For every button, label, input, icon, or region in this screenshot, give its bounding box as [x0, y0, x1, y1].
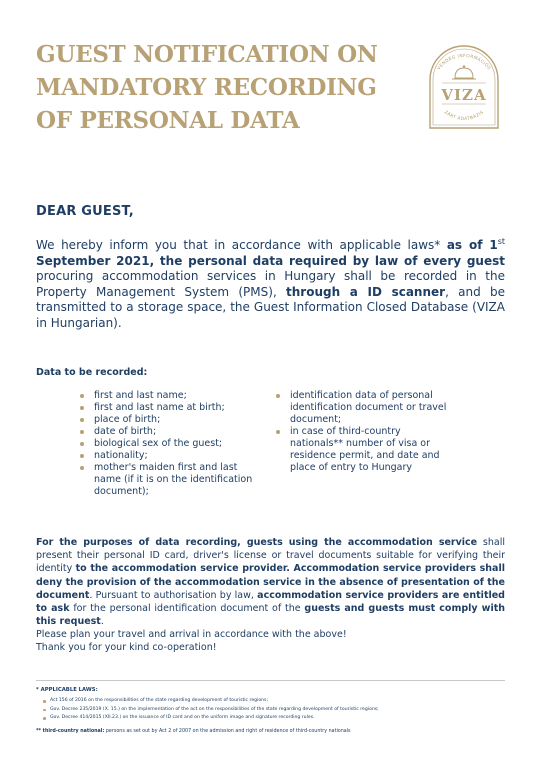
- purposes-bold: to the accommodation service provider. Accommodation service providers shall deny the provision of the accommodation service in the absence of presentation of the document: [36, 563, 505, 601]
- bullet-icon: [80, 442, 84, 446]
- bell-icon: [452, 65, 476, 79]
- ordinal-suffix: st: [497, 237, 505, 246]
- seal-arc-top: VENDÉG INFORMÁCIÓS: [436, 53, 492, 72]
- intro-text: procuring accommodation services in Hungary shall be recorded in the Property Management System (PMS),: [36, 269, 505, 299]
- purposes-bold: For the purposes of data recording, guests using the accommodation service: [36, 537, 478, 548]
- data-section-title: Data to be recorded:: [36, 367, 148, 378]
- bullet-icon: [43, 700, 46, 703]
- list-item-text: place of birth;: [94, 414, 161, 425]
- intro-text: We hereby inform you that in accordance with applicable laws*: [36, 238, 447, 252]
- data-list-right: [274, 390, 454, 474]
- title-line: OF PERSONAL DATA: [36, 107, 300, 134]
- bullet-icon: [276, 430, 280, 434]
- bullet-icon: [80, 406, 84, 410]
- purposes-bold: guests and guests must comply with this request: [36, 603, 506, 628]
- bullet-icon: [276, 394, 280, 398]
- list-item-text: mother's maiden first and last name (if it is on the identification document);: [94, 462, 253, 497]
- data-list-left: [78, 390, 258, 498]
- footnote-divider: [36, 680, 505, 681]
- closing-paragraph: [36, 628, 505, 654]
- list-item: [78, 438, 258, 450]
- viza-seal-logo: [424, 40, 504, 134]
- list-item: [274, 390, 454, 426]
- bullet-icon: [43, 717, 46, 720]
- purposes-text: shall present their personal ID card, driver's license or travel documents suitable for verifying their identity: [36, 537, 505, 575]
- list-item-text: identification data of personal identification document or travel document;: [290, 390, 447, 425]
- greeting: DEAR GUEST,: [36, 204, 134, 219]
- title-line: MANDATORY RECORDING: [36, 74, 377, 101]
- svg-text:ZÁRT ADATBÁZIS: [443, 109, 485, 122]
- list-item-text: first and last name at birth;: [94, 402, 225, 413]
- list-item-text: biological sex of the guest;: [94, 438, 223, 449]
- purposes-text: for the personal identification document of the: [69, 603, 305, 615]
- purposes-paragraph: [36, 536, 505, 628]
- intro-bold: as of 1: [446, 238, 498, 252]
- title-line: GUEST NOTIFICATION ON: [36, 41, 378, 68]
- applicable-laws-list: [36, 697, 505, 723]
- list-item-text: first and last name;: [94, 390, 187, 401]
- bullet-icon: [80, 454, 84, 458]
- closing-line: Thank you for your kind co-operation!: [36, 642, 217, 654]
- list-item: [78, 414, 258, 426]
- footnote-label: ** third-country national:: [36, 729, 105, 734]
- seal-arc-bottom: ZÁRT ADATBÁZIS: [442, 110, 486, 123]
- list-item: [274, 426, 454, 474]
- bullet-icon: [80, 394, 84, 398]
- list-item: [78, 426, 258, 438]
- bullet-icon: [43, 709, 46, 712]
- seal-wordmark: VIZA: [441, 86, 487, 104]
- intro-paragraph: [36, 238, 505, 332]
- list-item-text: nationality;: [94, 450, 148, 461]
- purposes-bold: accommodation service providers are entitled to ask: [36, 589, 505, 615]
- bullet-icon: [80, 418, 84, 422]
- law-text: Gov. Decree 235/2019 (X. 15.) on the implementation of the act on the responsibilities of the state regarding development of touristic regions;: [50, 706, 379, 712]
- list-item: [78, 462, 258, 498]
- purposes-text: .: [100, 616, 104, 628]
- purposes-text: . Pursuant to authorisation by law,: [89, 589, 258, 601]
- applicable-laws-title: * APPLICABLE LAWS:: [36, 687, 98, 693]
- intro-bold: through a ID scanner: [286, 284, 446, 299]
- third-country-footnote: [36, 729, 505, 734]
- intro-bold: September 2021, the personal data required by law of every guest: [36, 253, 505, 268]
- list-item: [78, 450, 258, 462]
- bullet-icon: [80, 430, 84, 434]
- list-item-text: in case of third-country nationals** number of visa or residence permit, and date and place of entry to Hungary: [290, 426, 440, 473]
- footnote-text: persons as set out by Act 2 of 2007 on the admission and right of residence of third-country nationals: [104, 729, 351, 734]
- list-item: [78, 390, 258, 402]
- intro-text: , and be transmitted to a storage space, the Guest Information Closed Database (VIZA in Hungarian).: [36, 284, 505, 330]
- list-item: [36, 697, 505, 706]
- list-item: [36, 706, 505, 715]
- list-item: [36, 714, 505, 723]
- list-item-text: date of birth;: [94, 426, 157, 437]
- list-item: [78, 402, 258, 414]
- law-text: Gov. Decree 414/2015 (XII.23.) on the issuance of ID card and on the uniform image and signature recording rules.: [50, 715, 315, 720]
- bullet-icon: [80, 466, 84, 470]
- closing-line: Please plan your travel and arrival in accordance with the above!: [36, 629, 347, 640]
- law-text: Act 156 of 2016 on the responsibilities of the state regarding development of touristic regions;: [50, 698, 268, 703]
- page-title: [36, 38, 386, 137]
